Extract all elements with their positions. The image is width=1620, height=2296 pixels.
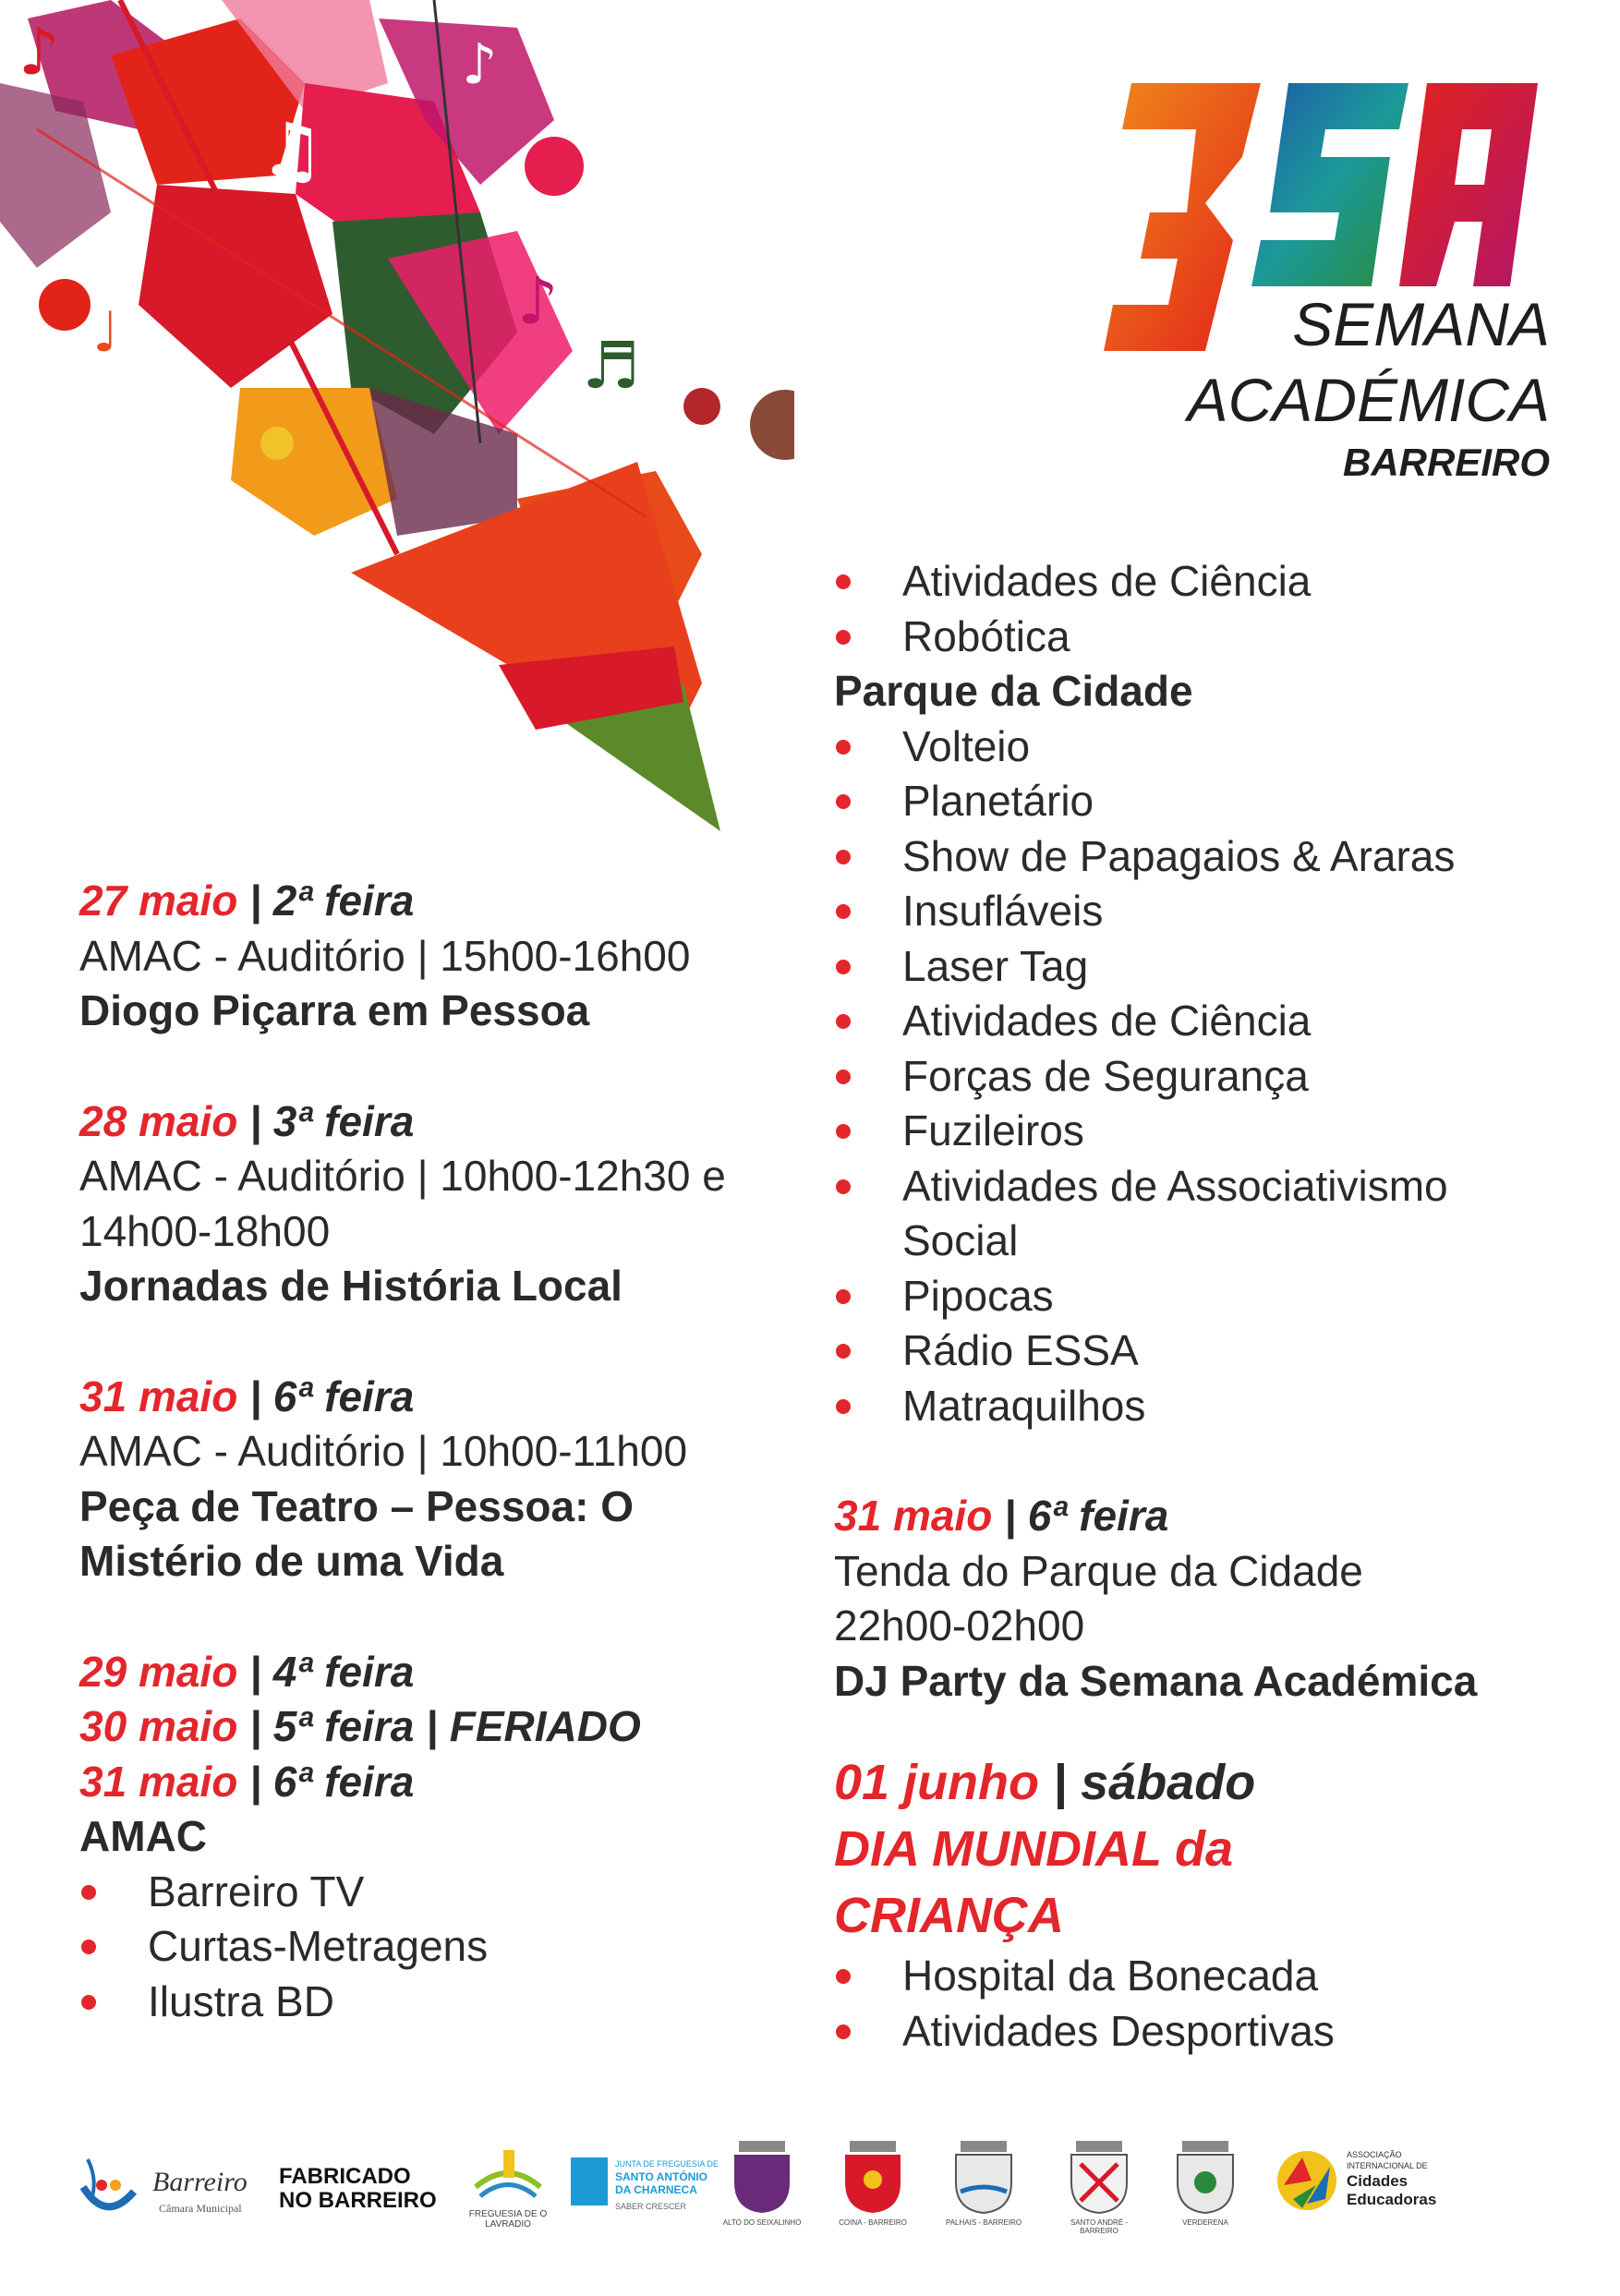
crest-icon [951, 2141, 1016, 2215]
svg-text:♩: ♩ [92, 300, 119, 365]
list-item: Atividades de Ciência [834, 554, 1573, 610]
event4-date2: 30 maio | 5ª feira | FERIADO [79, 1702, 641, 1750]
list-item: Hospital da Bonecada [834, 1949, 1573, 2004]
event2-venue: AMAC - Auditório | 10h00-12h30 e [79, 1152, 726, 1200]
event2-venue-cont: 14h00-18h00 [79, 1206, 331, 1255]
list-item: Atividades Desportivas [834, 2004, 1573, 2060]
coina-crest: COINA - BARREIRO [831, 2141, 914, 2242]
bullet-icon [836, 794, 851, 809]
header-line2: ACADÉMICA [1187, 366, 1550, 434]
parque-heading: Parque da Cidade [834, 667, 1193, 715]
list-item: Forças de Segurança [834, 1049, 1573, 1105]
bullet-icon [836, 850, 851, 864]
bullet-icon [81, 1940, 96, 1954]
event5-time: 22h00-02h00 [834, 1601, 1085, 1649]
event3-date: 31 maio | 6ª feira [79, 1372, 415, 1420]
event5-date: 31 maio | 6ª feira [834, 1492, 1169, 1540]
header-line3: BARREIRO [1342, 441, 1550, 484]
bullet-icon [836, 1289, 851, 1304]
event6-title-cont: CRIANÇA [834, 1888, 1064, 1943]
lavradio-emblem-icon [471, 2141, 545, 2205]
bullet-icon [836, 2024, 851, 2039]
event3-venue: AMAC - Auditório | 10h00-11h00 [79, 1427, 688, 1475]
header-line1: SEMANA [1292, 290, 1550, 358]
list-item: Atividades de Ciência [834, 994, 1573, 1049]
santo-antonio-emblem-icon [571, 2157, 608, 2205]
event3-title: Peça de Teatro – Pessoa: O [79, 1481, 634, 1530]
svg-text:♬: ♬ [582, 328, 640, 404]
bullet-icon [836, 740, 851, 755]
list-item: Volteio [834, 719, 1573, 775]
event4-date3: 31 maio | 6ª feira [79, 1757, 415, 1806]
bullet-icon [836, 1014, 851, 1029]
event3-title-cont: Mistério de uma Vida [79, 1537, 504, 1585]
cidades-educadoras-logo: ASSOCIAÇÃO INTERNACIONAL DE Cidades Educadoras [1275, 2141, 1459, 2242]
svg-text:♪: ♪ [462, 32, 498, 97]
barreiro-emblem-icon [74, 2150, 139, 2224]
bullet-icon [836, 1399, 851, 1414]
bullet-icon [836, 1069, 851, 1084]
event2-title: Jornadas de História Local [79, 1262, 623, 1310]
svg-text:♫: ♫ [259, 107, 325, 193]
bullet-icon [836, 1344, 851, 1359]
list-item: Pipocas [834, 1269, 1573, 1324]
svg-text:♪: ♪ [18, 14, 60, 90]
music-splash-artwork [0, 0, 794, 859]
bullet-icon [836, 1124, 851, 1139]
alto-seixalinho-crest: ALTO DO SEIXALINHO [720, 2141, 804, 2242]
crest-icon [1173, 2141, 1238, 2215]
list-item: Atividades de Associativismo [834, 1159, 1573, 1214]
left-column [79, 874, 809, 2029]
verderena-crest: VERDERENA [1164, 2141, 1247, 2242]
lavradio-logo: FREGUESIA DE O LAVRADIO [462, 2141, 554, 2242]
bullet-icon [81, 1885, 96, 1900]
list-item: Laser Tag [834, 939, 1573, 995]
list-item: Ilustra BD [79, 1975, 809, 2030]
list-item: Barreiro TV [79, 1865, 809, 1920]
event4-date1: 29 maio | 4ª feira [79, 1647, 415, 1696]
bullet-icon [836, 960, 851, 974]
event1-title: Diogo Piçarra em Pessoa [79, 986, 590, 1034]
event5-title: DJ Party da Semana Académica [834, 1656, 1478, 1705]
list-item: Curtas-Metragens [79, 1919, 809, 1975]
bullet-icon [81, 1995, 96, 2010]
event4-place: AMAC [79, 1812, 207, 1860]
palhais-crest: PALHAIS - BARREIRO [942, 2141, 1025, 2242]
event5-venue: Tenda do Parque da Cidade [834, 1546, 1363, 1595]
event2-date: 28 maio | 3ª feira [79, 1096, 415, 1145]
svg-text:♪: ♪ [517, 263, 559, 339]
list-item: Planetário [834, 774, 1573, 829]
event1-date: 27 maio | 2ª feira [79, 876, 415, 924]
santo-antonio-logo: JUNTA DE FREGUESIA DE SANTO ANTÓNIO DA CHARNECA SABER CRESCER [571, 2141, 700, 2242]
santo-andre-crest: SANTO ANDRÉ - BARREIRO [1053, 2141, 1145, 2242]
list-item-cont: Social [902, 1216, 1019, 1264]
footer-logos [74, 2141, 1552, 2242]
list-item: Robótica [834, 610, 1573, 665]
list-item: Rádio ESSA [834, 1323, 1573, 1379]
bullet-icon [836, 1179, 851, 1194]
crest-icon [1067, 2141, 1131, 2215]
event6-date: 01 junho | sábado [834, 1755, 1256, 1810]
list-item: Fuzileiros [834, 1104, 1573, 1159]
event6-title: DIA MUNDIAL da [834, 1821, 1233, 1877]
list-item: Show de Papagaios & Araras [834, 829, 1573, 885]
bullet-icon [836, 574, 851, 589]
list-item: Matraquilhos [834, 1379, 1573, 1434]
list-item: Insufláveis [834, 884, 1573, 939]
crest-icon [840, 2141, 905, 2215]
barreiro-logo: Barreiro Câmara Municipal [74, 2141, 259, 2242]
right-column [834, 554, 1573, 2059]
bullet-icon [836, 1969, 851, 1984]
event1-venue: AMAC - Auditório | 15h00-16h00 [79, 931, 691, 980]
cidades-educadoras-emblem-icon [1275, 2148, 1339, 2213]
fabricado-logo: FABRICADO NO BARREIRO [279, 2164, 437, 2213]
bullet-icon [836, 904, 851, 919]
crest-icon [730, 2141, 794, 2215]
bullet-icon [836, 630, 851, 645]
